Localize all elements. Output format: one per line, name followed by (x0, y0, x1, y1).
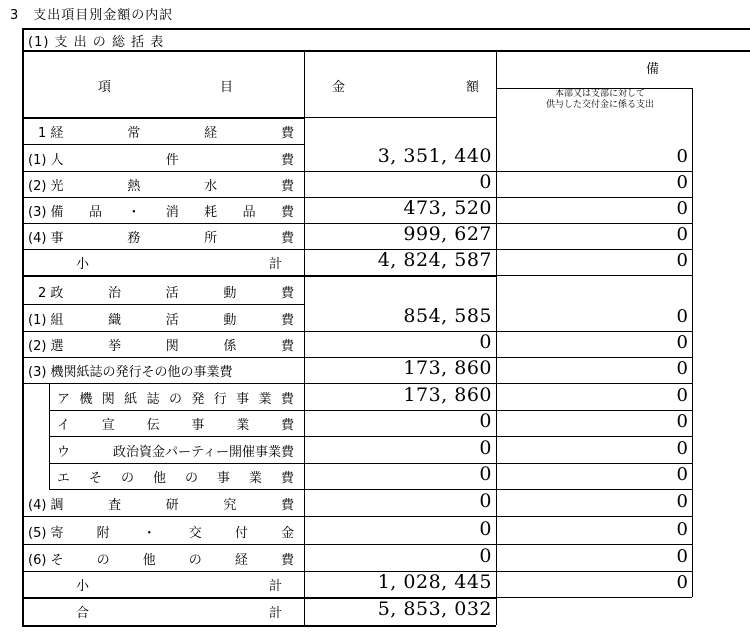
grid-hline (496, 383, 692, 384)
table-row-label (28, 201, 294, 220)
grid-hline (22, 171, 304, 172)
row-label-part: 水 (204, 179, 218, 194)
table-row-label (57, 414, 294, 433)
grid-hline (22, 117, 304, 119)
row-amount: 5, 853, 032 (377, 598, 492, 620)
row-label-part: 関 (165, 339, 179, 354)
row-label-part: 1 経 (38, 126, 64, 141)
grid-hline (304, 436, 496, 437)
row-label-part: (4) 調 (28, 498, 64, 513)
grid-hline (496, 410, 692, 411)
row-label-part: 付 (234, 526, 248, 541)
grid-hline (496, 597, 692, 598)
row-amount: 1, 028, 445 (377, 571, 492, 593)
row-label-part: 小 (76, 579, 90, 594)
row-label-part: の (96, 553, 110, 568)
row-amount: 4, 824, 587 (377, 249, 492, 271)
row-remark: 0 (676, 358, 688, 379)
grid-hline (496, 197, 692, 198)
row-label-part: イ (57, 418, 71, 433)
grid-hline (22, 516, 304, 517)
row-label-part: (3) 機関紙誌の発行その他の事業費 (28, 365, 233, 380)
row-label-part: 品 (242, 205, 256, 220)
grid-hline (304, 463, 496, 464)
row-remark: 0 (676, 306, 688, 327)
table-row-label (38, 122, 294, 141)
row-label-part: 誌 (146, 392, 160, 407)
row-label-part: 金 (280, 526, 294, 541)
row-label-part: 関 (101, 392, 115, 407)
grid-hline (22, 275, 304, 277)
grid-hline (496, 223, 692, 224)
grid-hline (496, 571, 692, 572)
row-label-part: ウ (57, 445, 71, 460)
expense-summary-table (22, 28, 750, 625)
row-remark: 0 (676, 546, 688, 567)
row-label-part: 費 (280, 126, 294, 141)
row-label-part: 事 (236, 392, 250, 407)
row-amount: 0 (479, 171, 492, 193)
row-remark: 0 (676, 385, 688, 406)
header-remarks-sub-line2: 供与した交付金に係る支出 (545, 100, 654, 110)
row-label-part: 費 (280, 339, 294, 354)
grid-hline (22, 544, 304, 545)
row-amount: 0 (479, 437, 492, 459)
row-label-part: 紙 (124, 392, 138, 407)
row-amount: 0 (479, 410, 492, 432)
row-label-part: 務 (127, 231, 141, 246)
row-label-part: 事 (216, 471, 230, 486)
row-label-part: 研 (165, 498, 179, 513)
grid-vline (496, 50, 497, 625)
row-remark: 0 (676, 250, 688, 271)
grid-hline (22, 571, 304, 572)
row-remark: 0 (676, 519, 688, 540)
row-label-part: 政治資金パーティー開催事業費 (113, 445, 294, 460)
grid-hline (22, 625, 496, 627)
table-row-label (28, 361, 294, 380)
row-label-part: 費 (280, 205, 294, 220)
header-item-left: 項 (98, 80, 112, 95)
grid-hline (22, 223, 304, 224)
row-label-part: 計 (268, 579, 282, 594)
row-label-part: 行 (213, 392, 227, 407)
table-row-label (76, 253, 282, 272)
grid-hline (496, 249, 692, 250)
row-label-part: 熱 (127, 179, 141, 194)
grid-hline (49, 383, 304, 384)
grid-hline (22, 597, 304, 599)
row-label-part: 活 (165, 313, 179, 328)
row-label-part: (1) 組 (28, 313, 64, 328)
row-label-part: ア (57, 392, 71, 407)
table-row-label (38, 282, 294, 301)
grid-vline (692, 88, 693, 597)
grid-vline (49, 383, 50, 489)
table-row-label (57, 441, 294, 460)
row-label-part: ・ (142, 526, 156, 541)
row-remark: 0 (676, 572, 688, 593)
row-label-part: 費 (280, 313, 294, 328)
row-label-part: 費 (280, 553, 294, 568)
row-label-part: 事 (191, 418, 205, 433)
grid-hline (496, 489, 692, 490)
row-label-part: 品 (88, 205, 102, 220)
table-row-label (28, 175, 294, 194)
grid-hline (304, 571, 496, 572)
row-label-part: 費 (280, 418, 294, 433)
grid-hline (304, 489, 496, 490)
table-row-label (57, 467, 294, 486)
header-remarks-sub-line1: 本部又は支部に対して (554, 89, 645, 99)
row-label-part: 活 (165, 286, 179, 301)
table-row-label (28, 549, 294, 568)
grid-hline (304, 197, 496, 198)
grid-hline (496, 357, 692, 358)
grid-hline (304, 223, 496, 224)
grid-hline (496, 544, 692, 545)
grid-vline (304, 50, 305, 625)
row-remark: 0 (676, 224, 688, 245)
grid-hline (22, 249, 304, 250)
row-amount: 3, 351, 440 (377, 145, 492, 167)
row-label-part: 挙 (108, 339, 122, 354)
row-label-part: の (168, 392, 182, 407)
row-amount: 999, 627 (403, 223, 492, 245)
grid-hline (496, 275, 692, 276)
row-label-part: エ (57, 471, 71, 486)
grid-hline (22, 331, 304, 332)
row-amount: 173, 860 (403, 384, 492, 406)
row-amount: 0 (479, 518, 492, 540)
row-label-part: 費 (280, 471, 294, 486)
row-label-part: そ (88, 471, 102, 486)
row-remark: 0 (676, 198, 688, 219)
grid-hline (22, 28, 750, 30)
header-item-right: 目 (220, 80, 234, 95)
table-row-label (28, 309, 294, 328)
row-label-part: 計 (268, 606, 282, 621)
row-label-part: 費 (280, 153, 294, 168)
row-label-part: (5) 寄 (28, 526, 64, 541)
table-row-label (28, 494, 294, 513)
table-row-label (76, 575, 282, 594)
row-label-part: (4) 事 (28, 231, 64, 246)
grid-hline (22, 357, 304, 358)
row-remark: 0 (676, 146, 688, 167)
row-label-part: (6) そ (28, 553, 64, 568)
row-amount: 0 (479, 463, 492, 485)
header-amount-left: 金 (332, 80, 346, 95)
grid-hline (496, 516, 692, 517)
table-row-label (28, 227, 294, 246)
grid-hline (49, 436, 304, 437)
row-label-part: 交 (188, 526, 202, 541)
row-label-part: 業 (236, 418, 250, 433)
row-remark: 0 (676, 491, 688, 512)
grid-hline (496, 463, 692, 464)
row-label-part: 他 (142, 553, 156, 568)
row-label-part: 件 (165, 153, 179, 168)
row-label-part: 係 (223, 339, 237, 354)
row-label-part: ・ (127, 205, 141, 220)
grid-hline (496, 436, 692, 437)
row-label-part: 合 (76, 606, 90, 621)
table-row-label (28, 335, 294, 354)
table-title: (1) 支 出 の 総 括 表 (28, 35, 165, 50)
grid-hline (496, 171, 692, 172)
row-label-part: (2) 光 (28, 179, 64, 194)
row-label-part: 2 政 (38, 286, 64, 301)
row-label-part: 費 (280, 392, 294, 407)
row-label-part: 耗 (204, 205, 218, 220)
grid-hline (304, 410, 496, 411)
row-remark: 0 (676, 332, 688, 353)
row-label-part: (1) 人 (28, 153, 64, 168)
row-label-part: (2) 選 (28, 339, 64, 354)
grid-hline (304, 249, 496, 250)
grid-hline (304, 171, 496, 172)
grid-hline (304, 597, 496, 599)
row-label-part: 業 (258, 392, 272, 407)
grid-hline (304, 117, 496, 118)
grid-hline (304, 275, 496, 277)
section-title: 3 支出項目別金額の内訳 (10, 8, 174, 23)
table-row-label (28, 522, 294, 541)
row-label-part: 業 (248, 471, 262, 486)
row-label-part: 附 (96, 526, 110, 541)
row-amount: 0 (479, 545, 492, 567)
row-label-part: 小 (76, 257, 90, 272)
table-row-label (57, 388, 294, 407)
row-label-part: 計 (268, 257, 282, 272)
grid-hline (22, 144, 304, 145)
grid-hline (304, 544, 496, 545)
row-label-part: 治 (108, 286, 122, 301)
header-amount-right: 額 (466, 80, 480, 95)
row-label-part: 経 (234, 553, 248, 568)
row-label-part: 消 (165, 205, 179, 220)
row-label-part: 経 (204, 126, 218, 141)
grid-hline (304, 383, 496, 384)
grid-vline (22, 28, 24, 625)
row-remark: 0 (676, 411, 688, 432)
row-label-part: (3) 備 (28, 205, 64, 220)
row-label-part: 査 (108, 498, 122, 513)
grid-hline (304, 516, 496, 517)
row-label-part: 他 (152, 471, 166, 486)
grid-hline (22, 197, 304, 198)
row-label-part: 織 (108, 313, 122, 328)
row-label-part: 発 (191, 392, 205, 407)
grid-hline (22, 304, 304, 305)
row-amount: 173, 860 (403, 357, 492, 379)
row-amount: 0 (479, 331, 492, 353)
grid-hline (22, 383, 49, 384)
row-label-part: 宣 (101, 418, 115, 433)
row-label-part: 伝 (146, 418, 160, 433)
row-remark: 0 (676, 172, 688, 193)
table-row-label (76, 602, 282, 621)
row-label-part: 費 (280, 179, 294, 194)
row-label-part: 所 (204, 231, 218, 246)
row-label-part: 費 (280, 498, 294, 513)
row-label-part: 動 (223, 313, 237, 328)
row-label-part: 費 (280, 231, 294, 246)
row-label-part: 究 (223, 498, 237, 513)
row-label-part: 常 (127, 126, 141, 141)
row-label-part: の (188, 553, 202, 568)
grid-hline (496, 331, 692, 332)
table-row-label (28, 149, 294, 168)
row-amount: 473, 520 (403, 197, 492, 219)
grid-hline (496, 88, 692, 89)
row-amount: 0 (479, 490, 492, 512)
grid-hline (304, 357, 496, 358)
grid-hline (304, 331, 496, 332)
row-remark: 0 (676, 438, 688, 459)
grid-hline (49, 489, 304, 490)
row-label-part: の (120, 471, 134, 486)
row-label-part: 費 (280, 286, 294, 301)
row-label-part: 機 (79, 392, 93, 407)
row-label-part: 動 (223, 286, 237, 301)
row-amount: 854, 585 (403, 305, 492, 327)
header-remarks-sub (500, 89, 700, 111)
grid-hline (49, 463, 304, 464)
grid-hline (22, 50, 750, 52)
header-remarks: 備 (646, 62, 660, 77)
grid-hline (49, 410, 304, 411)
row-label-part: の (184, 471, 198, 486)
row-remark: 0 (676, 464, 688, 485)
